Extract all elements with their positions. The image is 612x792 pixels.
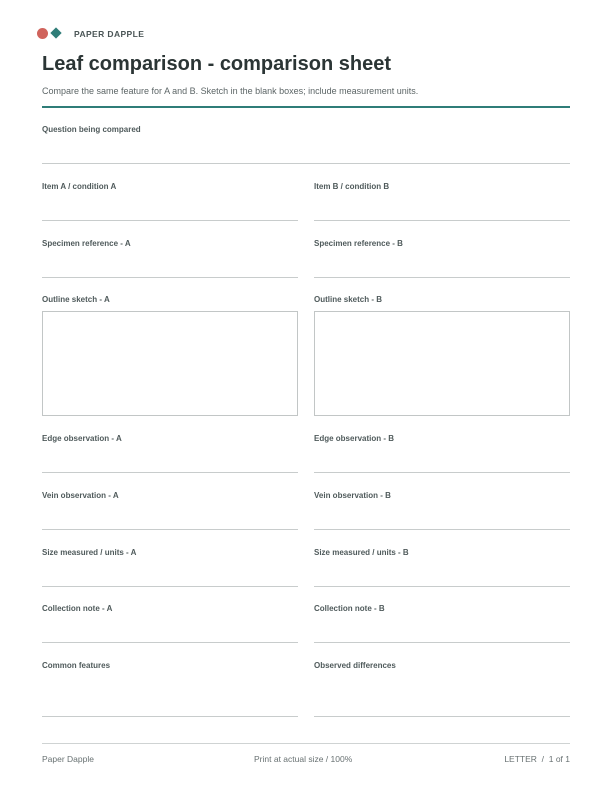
specimen-a-field[interactable] (42, 277, 298, 278)
observed-differences-label: Observed differences (314, 661, 396, 670)
collection-a-field[interactable] (42, 642, 298, 643)
observed-differences-field[interactable] (314, 716, 570, 717)
item-a-field[interactable] (42, 220, 298, 221)
vein-a-field[interactable] (42, 529, 298, 530)
edge-b-field[interactable] (314, 472, 570, 473)
size-a-field[interactable] (42, 586, 298, 587)
specimen-b-label: Specimen reference - B (314, 239, 403, 248)
footer-page-info: LETTER / 1 of 1 (504, 754, 570, 764)
size-b-label: Size measured / units - B (314, 548, 409, 557)
question-field[interactable] (42, 163, 570, 164)
specimen-b-field[interactable] (314, 277, 570, 278)
specimen-a-label: Specimen reference - A (42, 239, 131, 248)
item-a-label: Item A / condition A (42, 182, 117, 191)
page-title: Leaf comparison - comparison sheet (42, 53, 391, 75)
common-features-label: Common features (42, 661, 111, 670)
vein-a-label: Vein observation - A (42, 491, 119, 500)
edge-b-label: Edge observation - B (314, 434, 395, 443)
brand-dot-icon (37, 28, 48, 39)
common-features-field[interactable] (42, 716, 298, 717)
brand-name: PAPER DAPPLE (74, 29, 145, 39)
vein-b-field[interactable] (314, 529, 570, 530)
size-b-field[interactable] (314, 586, 570, 587)
brand-diamond-icon (50, 27, 61, 38)
sketch-a-box[interactable] (42, 311, 298, 416)
footer-print-note: Print at actual size / 100% (254, 754, 353, 764)
vein-b-label: Vein observation - B (314, 491, 391, 500)
footer-brand: Paper Dapple (42, 754, 94, 764)
question-label: Question being compared (42, 125, 141, 134)
item-b-field[interactable] (314, 220, 570, 221)
sketch-a-label: Outline sketch - A (42, 295, 110, 304)
footer-divider (42, 743, 570, 744)
collection-a-label: Collection note - A (42, 604, 113, 613)
sketch-b-label: Outline sketch - B (314, 295, 383, 304)
page-subtitle: Compare the same feature for A and B. Sketch in the blank boxes; include measurement units. (42, 86, 419, 96)
header-divider (42, 106, 570, 108)
edge-a-field[interactable] (42, 472, 298, 473)
collection-b-field[interactable] (314, 642, 570, 643)
edge-a-label: Edge observation - A (42, 434, 122, 443)
collection-b-label: Collection note - B (314, 604, 385, 613)
size-a-label: Size measured / units - A (42, 548, 137, 557)
item-b-label: Item B / condition B (314, 182, 390, 191)
sketch-b-box[interactable] (314, 311, 570, 416)
